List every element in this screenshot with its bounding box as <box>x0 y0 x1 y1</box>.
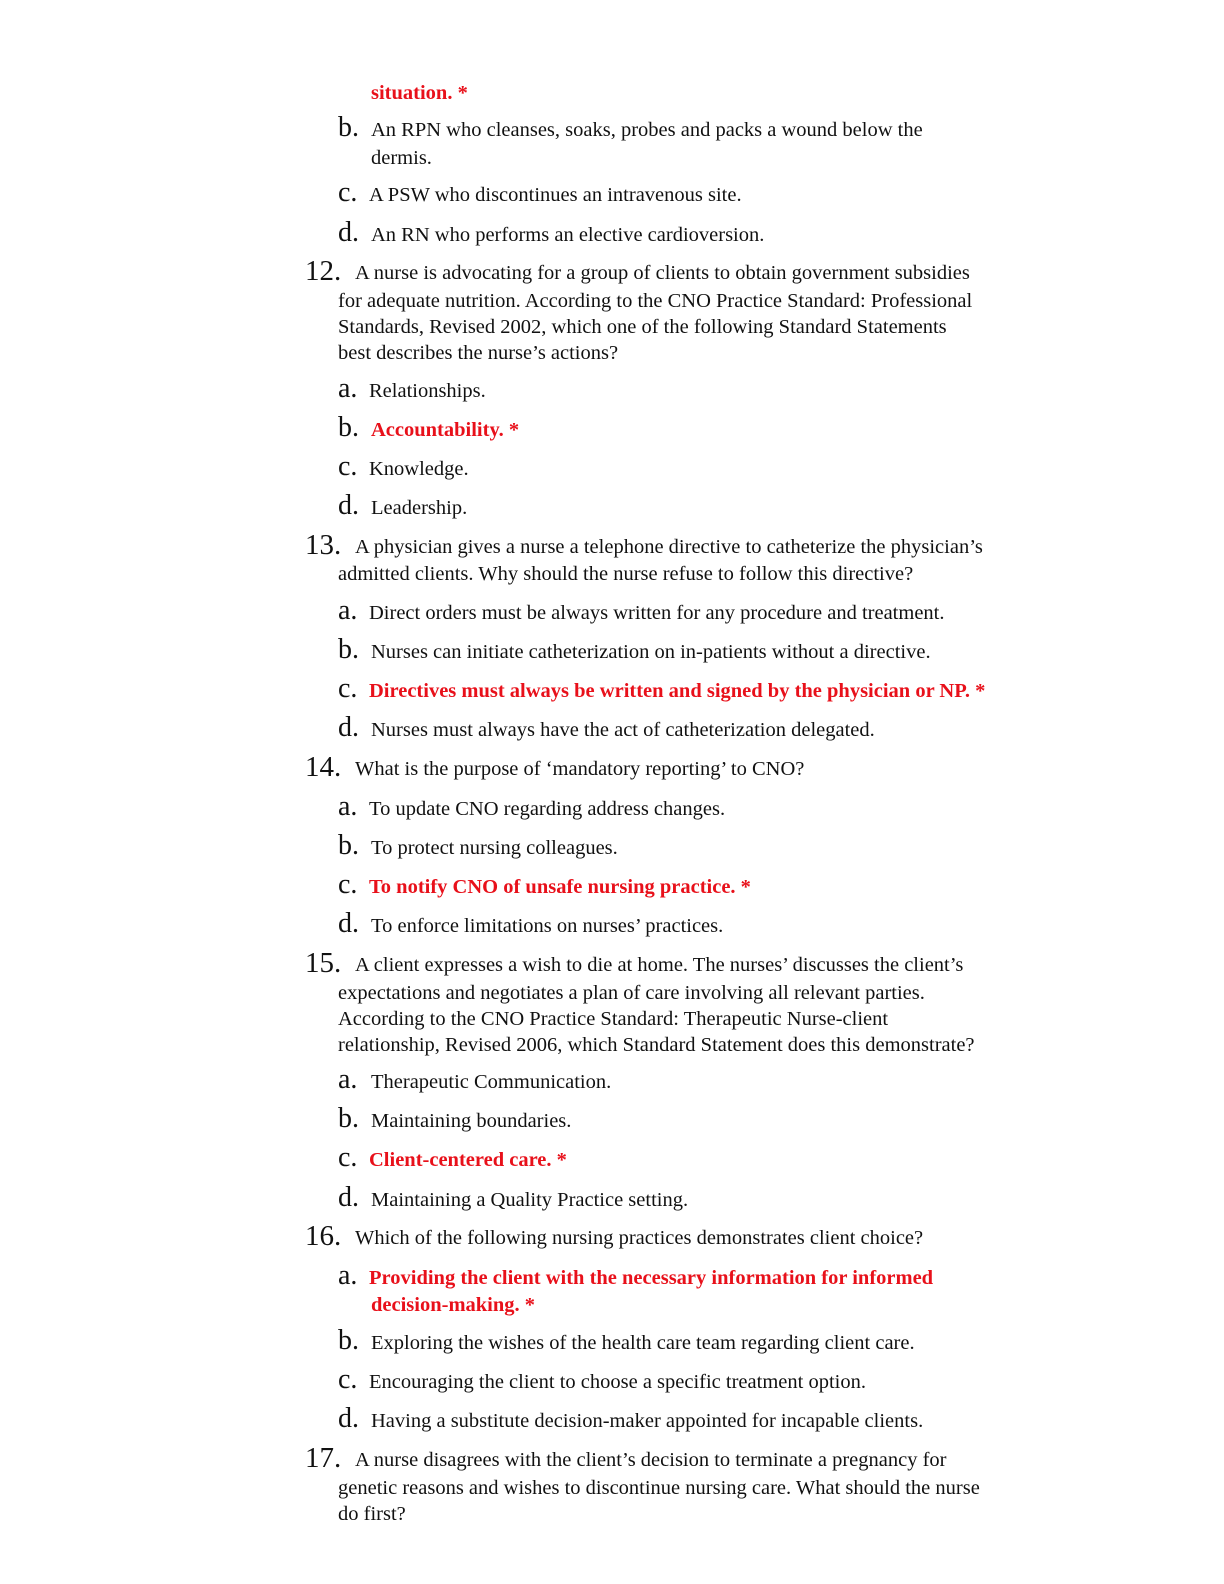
option-letter: d. <box>338 1403 359 1434</box>
option-text: Nurses can initiate catheterization on in-patients without a directive. <box>371 641 931 663</box>
option-text: Encouraging the client to choose a specific treatment option. <box>369 1371 866 1393</box>
option-text: Maintaining a Quality Practice setting. <box>371 1189 689 1211</box>
question-text: best describes the nurse’s actions? <box>338 342 619 364</box>
question-number: 15. <box>305 947 342 979</box>
question-text: for adequate nutrition. According to the CNO Practice Standard: Professional <box>338 290 973 312</box>
option-letter: a. <box>338 791 358 822</box>
option-letter: d. <box>338 217 359 248</box>
option-letter: b. <box>338 112 359 143</box>
option-letter: d. <box>338 908 359 939</box>
previous-answer-continuation: situation. * <box>371 82 468 104</box>
option-text: dermis. <box>371 147 432 169</box>
question-text: relationship, Revised 2006, which Standard Statement does this demonstrate? <box>338 1034 975 1056</box>
question-text: genetic reasons and wishes to discontinue nursing care. What should the nurse <box>338 1477 980 1499</box>
option-text: Therapeutic Communication. <box>371 1071 612 1093</box>
option-text: Relationships. <box>369 380 486 402</box>
option-text: To enforce limitations on nurses’ practices. <box>371 915 724 937</box>
question-text: expectations and negotiates a plan of care involving all relevant parties. <box>338 982 925 1004</box>
option-letter: a. <box>338 373 358 404</box>
question-text: A physician gives a nurse a telephone directive to catheterize the physician’s <box>355 536 983 558</box>
option-text: An RN who performs an elective cardioversion. <box>371 224 765 246</box>
question-text: do first? <box>338 1503 406 1525</box>
option-letter: b. <box>338 1103 359 1134</box>
question-text: A client expresses a wish to die at home. The nurses’ discusses the client’s <box>355 954 964 976</box>
question-number: 13. <box>305 529 342 561</box>
option-text: Nurses must always have the act of catheterization delegated. <box>371 719 875 741</box>
option-letter: b. <box>338 412 359 443</box>
correct-option-text: Directives must always be written and signed by the physician or NP. * <box>369 680 986 702</box>
question-text: Standards, Revised 2002, which one of the following Standard Statements <box>338 316 947 338</box>
option-letter: c. <box>338 1142 358 1173</box>
option-text: Direct orders must be always written for any procedure and treatment. <box>369 602 945 624</box>
option-letter: b. <box>338 830 359 861</box>
question-text: What is the purpose of ‘mandatory reporting’ to CNO? <box>355 758 805 780</box>
question-text: A nurse is advocating for a group of clients to obtain government subsidies <box>355 262 970 284</box>
question-number: 17. <box>305 1442 342 1474</box>
question-text: A nurse disagrees with the client’s decision to terminate a pregnancy for <box>355 1449 947 1471</box>
option-letter: d. <box>338 490 359 521</box>
question-number: 14. <box>305 751 342 783</box>
option-letter: a. <box>338 595 358 626</box>
option-text: To protect nursing colleagues. <box>371 837 618 859</box>
option-letter: d. <box>338 1182 359 1213</box>
option-letter: b. <box>338 1325 359 1356</box>
option-letter: c. <box>338 1364 358 1395</box>
option-letter: c. <box>338 869 358 900</box>
option-letter: d. <box>338 712 359 743</box>
question-text: According to the CNO Practice Standard: Therapeutic Nurse-client <box>338 1008 889 1030</box>
option-letter: c. <box>338 177 358 208</box>
option-text: Having a substitute decision-maker appointed for incapable clients. <box>371 1410 924 1432</box>
option-letter: c. <box>338 451 358 482</box>
question-number: 12. <box>305 255 342 287</box>
option-text: An RPN who cleanses, soaks, probes and packs a wound below the <box>371 119 923 141</box>
option-letter: b. <box>338 634 359 665</box>
correct-option-text: To notify CNO of unsafe nursing practice. * <box>369 876 751 898</box>
correct-option-text: Providing the client with the necessary information for informed <box>369 1267 934 1289</box>
option-text: A PSW who discontinues an intravenous site. <box>369 184 742 206</box>
correct-option-text: Client-centered care. * <box>369 1149 567 1171</box>
question-text: Which of the following nursing practices demonstrates client choice? <box>355 1227 924 1249</box>
option-text: To update CNO regarding address changes. <box>369 798 726 820</box>
option-letter: c. <box>338 673 358 704</box>
option-letter: a. <box>338 1064 358 1095</box>
option-text: Exploring the wishes of the health care team regarding client care. <box>371 1332 915 1354</box>
question-text: admitted clients. Why should the nurse refuse to follow this directive? <box>338 563 914 585</box>
correct-option-text: decision-making. * <box>371 1294 536 1316</box>
question-number: 16. <box>305 1220 342 1252</box>
option-text: Leadership. <box>371 497 468 519</box>
correct-option-text: Accountability. * <box>371 419 520 441</box>
option-text: Knowledge. <box>369 458 469 480</box>
option-letter: a. <box>338 1260 358 1291</box>
option-text: Maintaining boundaries. <box>371 1110 572 1132</box>
